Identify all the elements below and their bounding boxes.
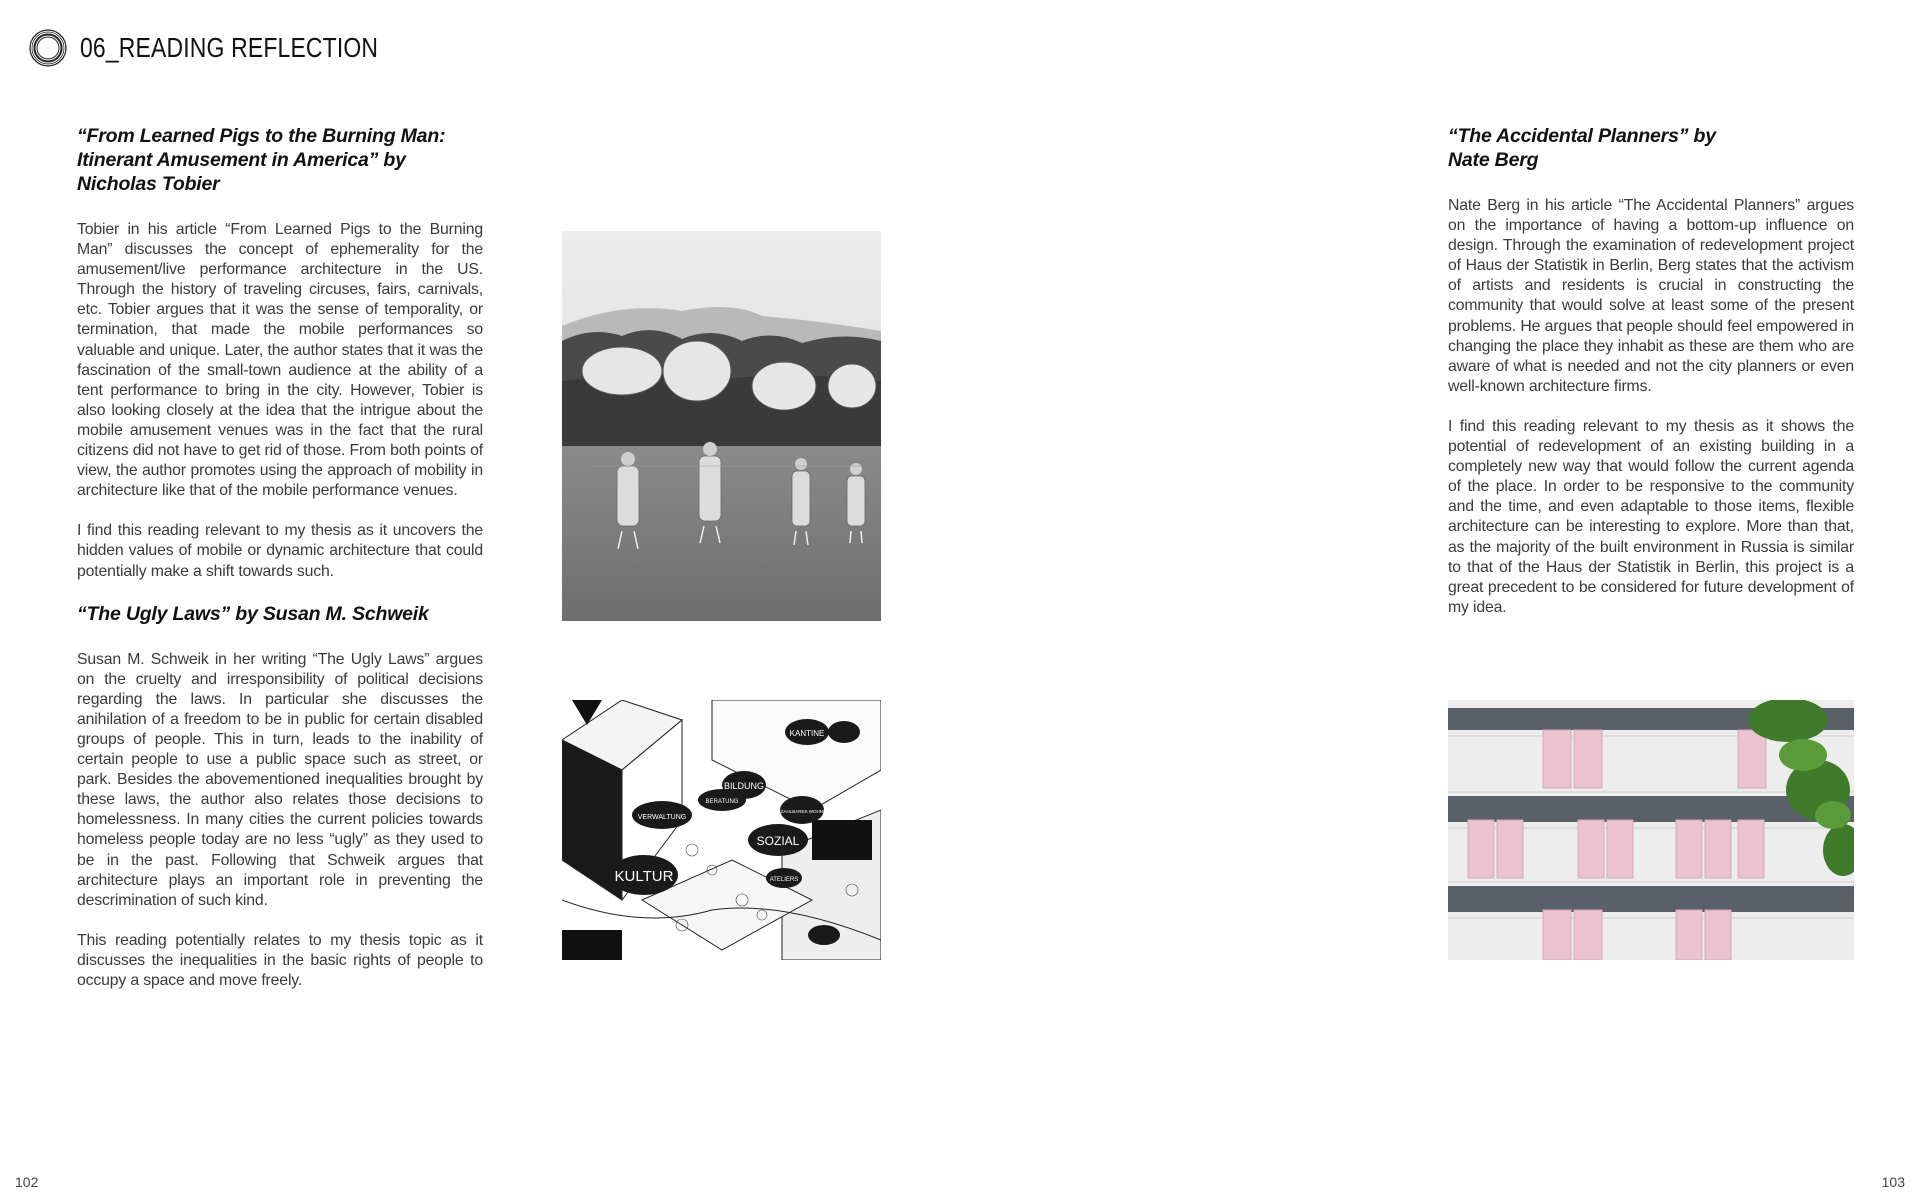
page-number-left: 102	[15, 1174, 39, 1190]
reading-paragraph: I find this reading relevant to my thesis as it uncovers the hidden values of mobile or dynamic architecture that could potentially make a shift towards such.	[77, 522, 483, 580]
reading-paragraph: I find this reading relevant to my thesis as it shows the potential of redevelopment of an existing building in a completely new way that would follow the current agenda of the place. In order to be responsive to the community and the time, and even adaptable to those items, flexible architecture can be interesting to explore. More than that, as the majority of the built environment in Russia is similar to that of the Haus der Statistik in Berlin, this project is a great precedent to be considered for future development of my idea.	[1448, 417, 1854, 616]
diagram-label: BILDUNG	[723, 781, 765, 791]
right-text-column	[1448, 124, 1854, 638]
diagram-label: VERWALTUNG	[637, 814, 687, 821]
reading-paragraph: Tobier in his article “From Learned Pigs to the Burning Man” discusses the concept of ephemerality for the amusement/live performance architecture in the US. Through the history of traveling circuses, fairs, carnivals, etc. Tobier argues that it was the sense of temporality, or termination, that made the mobile performances so valuable and unique. Later, the author states that it was the fascination of the small-town audience at the ability of a tent performance to bring in the city. However, Tobier is also looking closely at the idea that the intrigue about the mobile amusement venues was in the fact that the rural citizens did not have to get rid of those. From both points of view, the author promotes using the approach of mobility in architecture like that of the mobile performance venues.	[77, 221, 483, 500]
page-title: 06_READING REFLECTION	[80, 32, 379, 63]
circle-logo-icon	[28, 28, 68, 68]
reading-paragraph: This reading potentially relates to my thesis topic as it discusses the inequalities in the basic rights of people to occupy a space and move freely.	[77, 931, 483, 989]
reading-title-tobier: “From Learned Pigs to the Burning Man: Itinerant Amusement in America” by Nicholas Tobier	[77, 125, 446, 195]
axonometric-diagram	[562, 700, 881, 960]
diagram-label: KANTINE	[789, 729, 825, 738]
page-header	[28, 28, 444, 68]
page-number-right: 103	[1881, 1174, 1905, 1190]
diagram-label: BERATUNG	[705, 799, 739, 805]
diagram-label: BEZAHLBARES WOHNEN	[774, 809, 830, 814]
reading-paragraph: Nate Berg in his article “The Accidental Planners” argues on the importance of having a bottom-up influence on design. Through the examination of redevelopment project of Haus der Statistik in Berlin, Berg states that the activism of artists and residents is crucial in constructing the community that would solve at least some of the present problems. He argues that people should feel empowered in changing the place they inhabit as these are them who are aware of what is needed and not the city planners or even well-known architecture firms.	[1448, 197, 1854, 395]
diagram-label: ATELIERS	[769, 877, 799, 883]
diagram-label: SOZIAL	[756, 834, 800, 848]
diagram-label: KULTUR	[614, 868, 674, 885]
photo-performers-field	[562, 231, 881, 621]
photo-building-facade	[1448, 700, 1854, 960]
reading-title-berg: “The Accidental Planners” by Nate Berg	[1448, 125, 1716, 171]
reading-title-schweik: “The Ugly Laws” by Susan M. Schweik	[77, 602, 429, 625]
left-text-column	[77, 124, 483, 1011]
reading-paragraph: Susan M. Schweik in her writing “The Ugly Laws” argues on the cruelty and irresponsibility of political decisions regarding the laws. In particular she discusses the anihilation of a freedom to be in public for certain disabled groups of people. This in turn, leads to the inability of certain people to use a public space such as street, or park. Besides the abovementioned inequalities brought by these laws, the author also relates those decisions to homelessness. In many cities the current policies towards homeless people today are no less “ugly” as they used to be in the past. Following that Schweik argues that architecture plays an important role in preventing the descrimination of such kind.	[77, 650, 483, 909]
